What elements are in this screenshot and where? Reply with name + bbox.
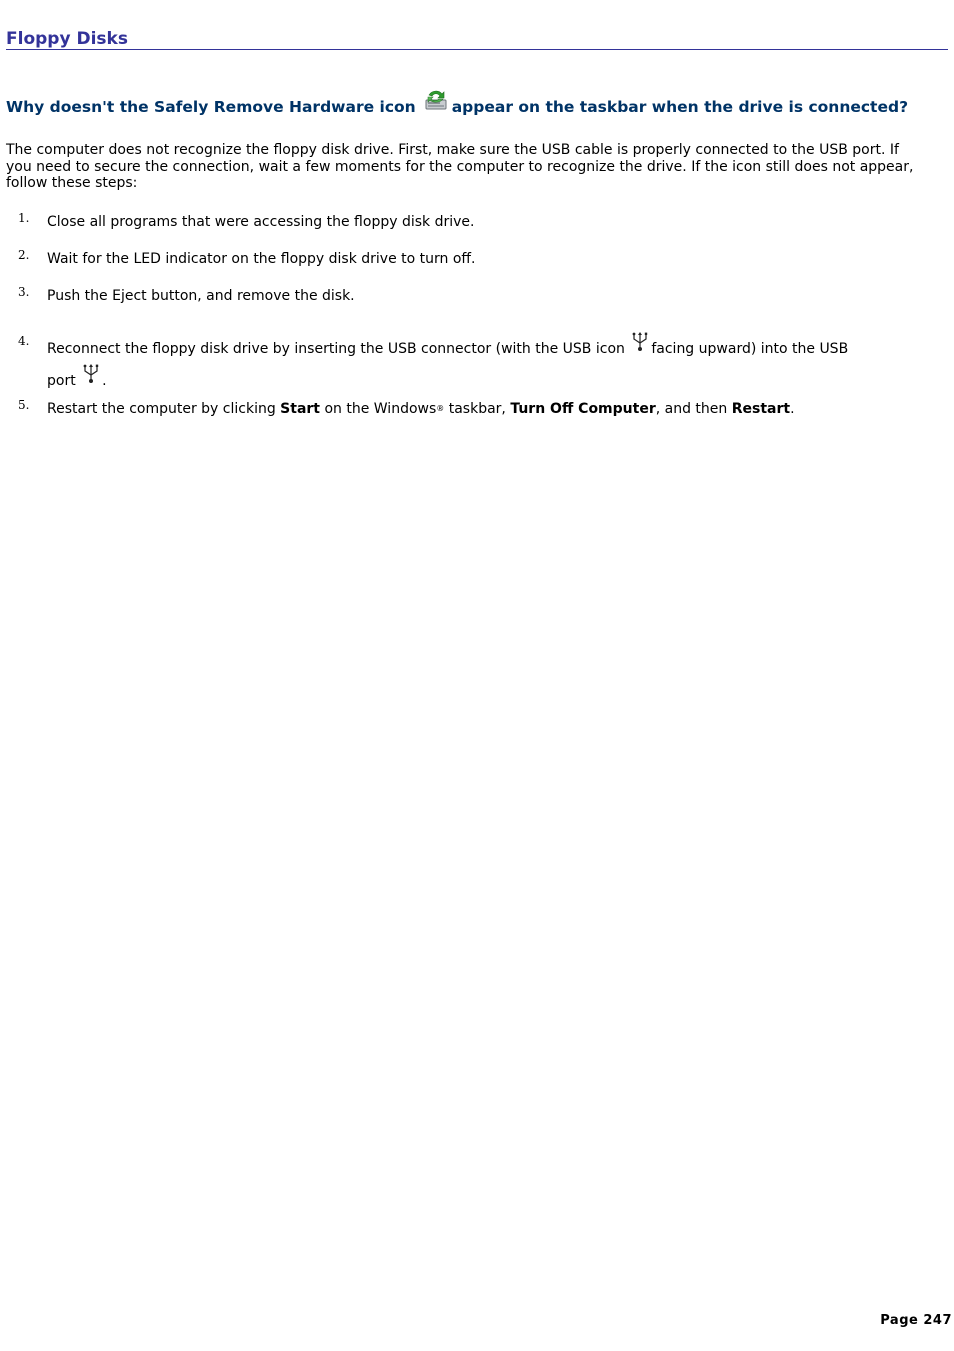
step-text-part: . bbox=[790, 401, 795, 417]
question-heading bbox=[6, 88, 948, 119]
intro-paragraph: The computer does not recognize the floppy disk drive. First, make sure the USB cable is properly connected to the USB port. If you need to secure the connection, wait a few moments for the computer to recognize the drive. If the icon still does not appear, follow these steps: bbox=[6, 142, 914, 191]
step-text-part: Reconnect the floppy disk drive by inserting the USB connector (with the USB icon bbox=[47, 341, 625, 357]
usb-icon bbox=[629, 331, 651, 353]
step-text-part: taskbar, bbox=[448, 401, 506, 417]
step-number: 3. bbox=[18, 285, 30, 299]
step-text-part: , and then bbox=[655, 401, 728, 417]
step-text: Push the Eject button, and remove the disk. bbox=[47, 288, 355, 304]
turn-off-computer-label: Turn Off Computer bbox=[510, 401, 656, 417]
question-text-after-icon: appear on the taskbar when the drive is connected? bbox=[451, 98, 909, 116]
question-text-before-icon: Why doesn't the Safely Remove Hardware icon bbox=[6, 98, 416, 116]
step-text-part: Restart the computer by clicking bbox=[47, 401, 276, 417]
step-text-part: . bbox=[102, 373, 107, 389]
page-number: Page 247 bbox=[880, 1313, 952, 1328]
page-title: Floppy Disks bbox=[6, 29, 948, 50]
safely-remove-hardware-icon bbox=[425, 88, 449, 114]
step-number: 4. bbox=[18, 334, 30, 348]
step-text bbox=[47, 395, 927, 423]
step-number: 1. bbox=[18, 211, 30, 225]
step-text-part: on the Windows bbox=[324, 401, 437, 417]
start-label: Start bbox=[280, 401, 320, 417]
step-number: 5. bbox=[18, 398, 30, 412]
step-text: Wait for the LED indicator on the floppy disk drive to turn off. bbox=[47, 251, 476, 267]
step-text-part: port bbox=[47, 373, 76, 389]
registered-mark: ® bbox=[436, 404, 445, 413]
step-text: Close all programs that were accessing the floppy disk drive. bbox=[47, 214, 475, 230]
step-text-part: facing upward) into the USB bbox=[651, 341, 849, 357]
usb-icon bbox=[80, 363, 102, 385]
step-number: 2. bbox=[18, 248, 30, 262]
restart-label: Restart bbox=[731, 401, 791, 417]
step-text bbox=[47, 331, 927, 395]
